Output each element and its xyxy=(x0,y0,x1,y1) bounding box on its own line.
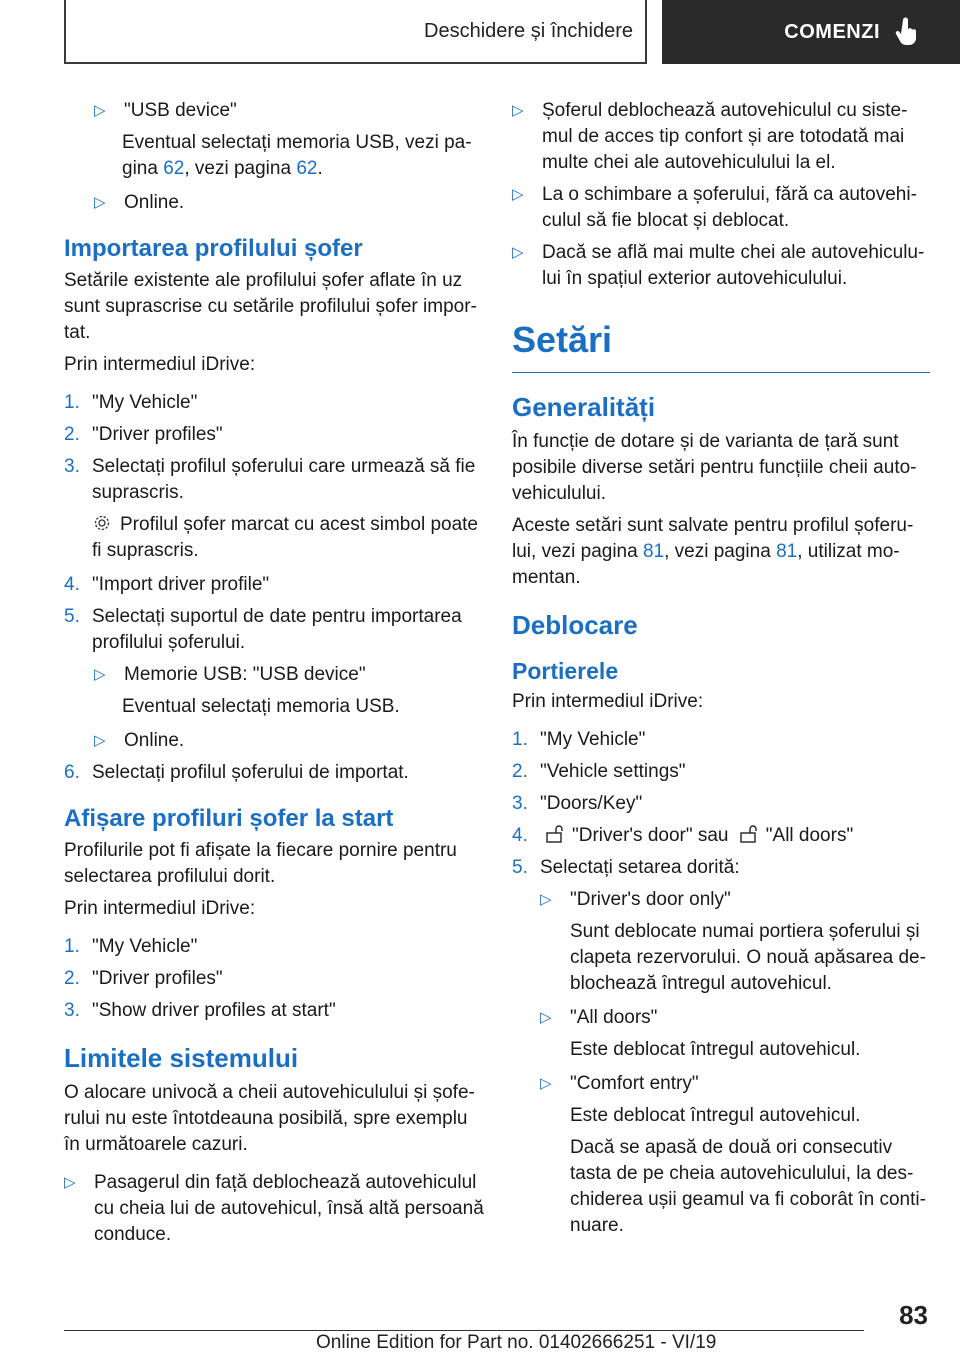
triangle-right-icon: ▷ xyxy=(540,1075,552,1092)
option-note: Sunt deblocate numai portiera șoferului și clapeta rezervorului. O nouă apăsarea de-blochează întregul autovehicul. xyxy=(570,921,926,994)
usb-note xyxy=(64,130,484,182)
hand-pointer-icon xyxy=(894,17,920,47)
section-tab xyxy=(64,0,647,64)
item-number: 1. xyxy=(64,392,80,413)
paragraph: Prin intermediul iDrive: xyxy=(64,354,256,375)
item-text: "My Vehicle" xyxy=(92,392,198,413)
numbered-item xyxy=(64,390,484,416)
item-number: 2. xyxy=(64,424,80,445)
item-number: 6. xyxy=(64,762,80,783)
option-label: "Driver's door" sau xyxy=(572,825,729,846)
page-link[interactable]: 81 xyxy=(776,541,798,562)
paragraph-text: Aceste setări sunt salvate pentru profilul șoferu-lui, vezi pagina xyxy=(512,515,914,562)
section-heading: Afișare profiluri șofer la start xyxy=(64,805,394,832)
list-item xyxy=(512,98,930,176)
paragraph-text: , utilizat mo-mentan. xyxy=(512,541,900,588)
paragraph-text: , vezi pagina xyxy=(664,541,777,562)
subsection-heading: Portierele xyxy=(512,658,619,684)
list-item-text: Dacă se află mai multe chei ale autovehiculu-lui în spațiul exterior autovehiculului. xyxy=(542,242,925,289)
note-text: Eventual selectați memoria USB, vezi pa-gina xyxy=(122,132,472,179)
list-item xyxy=(64,1170,484,1248)
note-text: Profilul șofer marcat cu acest simbol poate fi suprascris. xyxy=(92,514,478,561)
paragraph: Profilurile pot fi afișate la fiecare pornire pentru selectarea profilului dorit. xyxy=(64,840,457,887)
triangle-right-icon: ▷ xyxy=(94,666,106,683)
item-number: 2. xyxy=(512,761,528,782)
paragraph: Setările existente ale profilului șofer aflate în uz sunt suprascrise cu setările profilului șofer impor-tat. xyxy=(64,270,477,343)
item-text: "Driver profiles" xyxy=(92,424,223,445)
memory-note: Eventual selectați memoria USB. xyxy=(122,696,400,717)
item-text: Selectați profilul șoferului care urmează să fie suprascris. xyxy=(92,456,476,503)
right-column xyxy=(512,98,930,1245)
chapter-heading: Setări xyxy=(512,318,930,373)
option-note: Dacă se apasă de două ori consecutiv tasta de pe cheia autovehiculului, la des-chiderea ușii geamul va fi coborât în conti-nuare. xyxy=(570,1137,926,1236)
list-item xyxy=(64,662,484,688)
footer-edition: Online Edition for Part no. 01402666251 - VI/19 xyxy=(316,1332,717,1353)
item-text: "Show driver profiles at start" xyxy=(92,1000,336,1021)
section-heading: Deblocare xyxy=(512,610,638,640)
note-text: . xyxy=(317,158,323,179)
item-number: 1. xyxy=(64,936,80,957)
item-number: 1. xyxy=(512,729,528,750)
triangle-right-icon: ▷ xyxy=(540,891,552,908)
numbered-item xyxy=(64,604,484,656)
item-number: 4. xyxy=(64,574,80,595)
item-text: "Driver profiles" xyxy=(92,968,223,989)
section-heading: Limitele sistemului xyxy=(64,1043,299,1073)
list-item-text: Șoferul deblochează autovehiculul cu siste-mul de acces tip confort și are totodată mai multe chei ale autovehiculului la el. xyxy=(542,100,908,173)
list-item-text: "USB device" xyxy=(124,100,237,121)
triangle-right-icon: ▷ xyxy=(64,1174,76,1191)
list-item xyxy=(64,98,484,124)
option-label: "All doors" xyxy=(765,825,854,846)
gear-icon xyxy=(92,513,112,533)
paragraph: Prin intermediul iDrive: xyxy=(512,691,704,712)
numbered-item xyxy=(64,934,484,960)
item-number: 2. xyxy=(64,968,80,989)
numbered-item xyxy=(64,760,484,786)
numbered-item xyxy=(512,855,930,881)
paragraph: În funcție de dotare și de varianta de țară sunt posibile diverse setări pentru funcțiile cheii auto-vehiculului. xyxy=(512,431,917,504)
numbered-item xyxy=(64,454,484,506)
left-column xyxy=(64,98,484,1254)
list-item-text: Online. xyxy=(124,730,185,751)
triangle-right-icon: ▷ xyxy=(94,194,106,211)
triangle-right-icon: ▷ xyxy=(512,102,524,119)
item-text: Selectați setarea dorită: xyxy=(540,857,740,878)
item-text: "Import driver profile" xyxy=(92,574,270,595)
list-item xyxy=(512,1071,930,1097)
page-link[interactable]: 81 xyxy=(642,541,665,562)
unlock-icon xyxy=(738,824,758,844)
item-text xyxy=(540,823,930,849)
item-text: "Doors/Key" xyxy=(540,793,643,814)
page-link[interactable]: 62 xyxy=(163,158,185,179)
list-item-text: "All doors" xyxy=(570,1007,658,1028)
item-text: "My Vehicle" xyxy=(540,729,646,750)
list-item-text: Online. xyxy=(124,192,185,213)
numbered-item xyxy=(64,966,484,992)
page-header xyxy=(0,0,960,68)
triangle-right-icon: ▷ xyxy=(540,1009,552,1026)
gear-note xyxy=(64,512,484,564)
list-item-text: "Driver's door only" xyxy=(570,889,731,910)
option-note: Este deblocat întregul autovehicul. xyxy=(570,1105,861,1126)
item-number: 3. xyxy=(64,1000,80,1021)
triangle-right-icon: ▷ xyxy=(94,102,106,119)
numbered-item xyxy=(512,791,930,817)
paragraph xyxy=(512,513,930,591)
numbered-item xyxy=(512,823,930,849)
list-item xyxy=(512,240,930,292)
numbered-item xyxy=(512,759,930,785)
item-number: 4. xyxy=(512,825,528,846)
section-heading: Generalități xyxy=(512,392,656,422)
chapter-title: COMENZI xyxy=(784,20,880,43)
item-number: 5. xyxy=(64,606,80,627)
item-text: "My Vehicle" xyxy=(92,936,198,957)
list-item xyxy=(512,887,930,913)
triangle-right-icon: ▷ xyxy=(512,186,524,203)
numbered-item xyxy=(64,998,484,1024)
unlock-icon xyxy=(544,824,564,844)
option-note: Este deblocat întregul autovehicul. xyxy=(570,1039,861,1060)
item-text: Selectați profilul șoferului de importat. xyxy=(92,762,409,783)
section-title: Deschidere și închidere xyxy=(424,19,633,42)
page-link[interactable]: 62 xyxy=(296,158,318,179)
list-item-text: Pasagerul din față deblochează autovehiculul cu cheia lui de autovehicul, însă altă persoană conduce. xyxy=(94,1172,484,1245)
item-number: 5. xyxy=(512,857,528,878)
list-item xyxy=(64,728,484,754)
numbered-item xyxy=(64,422,484,448)
item-number: 3. xyxy=(512,793,528,814)
triangle-right-icon: ▷ xyxy=(94,732,106,749)
footer-divider xyxy=(64,1330,864,1331)
numbered-item xyxy=(64,572,484,598)
chapter-tab xyxy=(662,0,960,64)
note-text: , vezi pagina xyxy=(184,158,297,179)
list-item-text: La o schimbare a șoferului, fără ca autovehi-culul să fie blocat și deblocat. xyxy=(542,184,917,231)
section-heading: Importarea profilului șofer xyxy=(64,235,363,262)
list-item-text: Memorie USB: "USB device" xyxy=(124,664,366,685)
list-item-text: "Comfort entry" xyxy=(570,1073,699,1094)
list-item xyxy=(64,190,484,216)
list-item xyxy=(512,182,930,234)
triangle-right-icon: ▷ xyxy=(512,244,524,261)
numbered-item xyxy=(512,727,930,753)
item-text: Selectați suportul de date pentru importarea profilului șoferului. xyxy=(92,606,462,653)
paragraph: Prin intermediul iDrive: xyxy=(64,898,256,919)
item-text: "Vehicle settings" xyxy=(540,761,686,782)
paragraph: O alocare univocă a cheii autovehiculului și șofe-rului nu este întotdeauna posibilă, spre exemplu în următoarele cazuri. xyxy=(64,1082,475,1155)
page-number: 83 xyxy=(899,1300,928,1330)
item-number: 3. xyxy=(64,456,80,477)
list-item xyxy=(512,1005,930,1031)
